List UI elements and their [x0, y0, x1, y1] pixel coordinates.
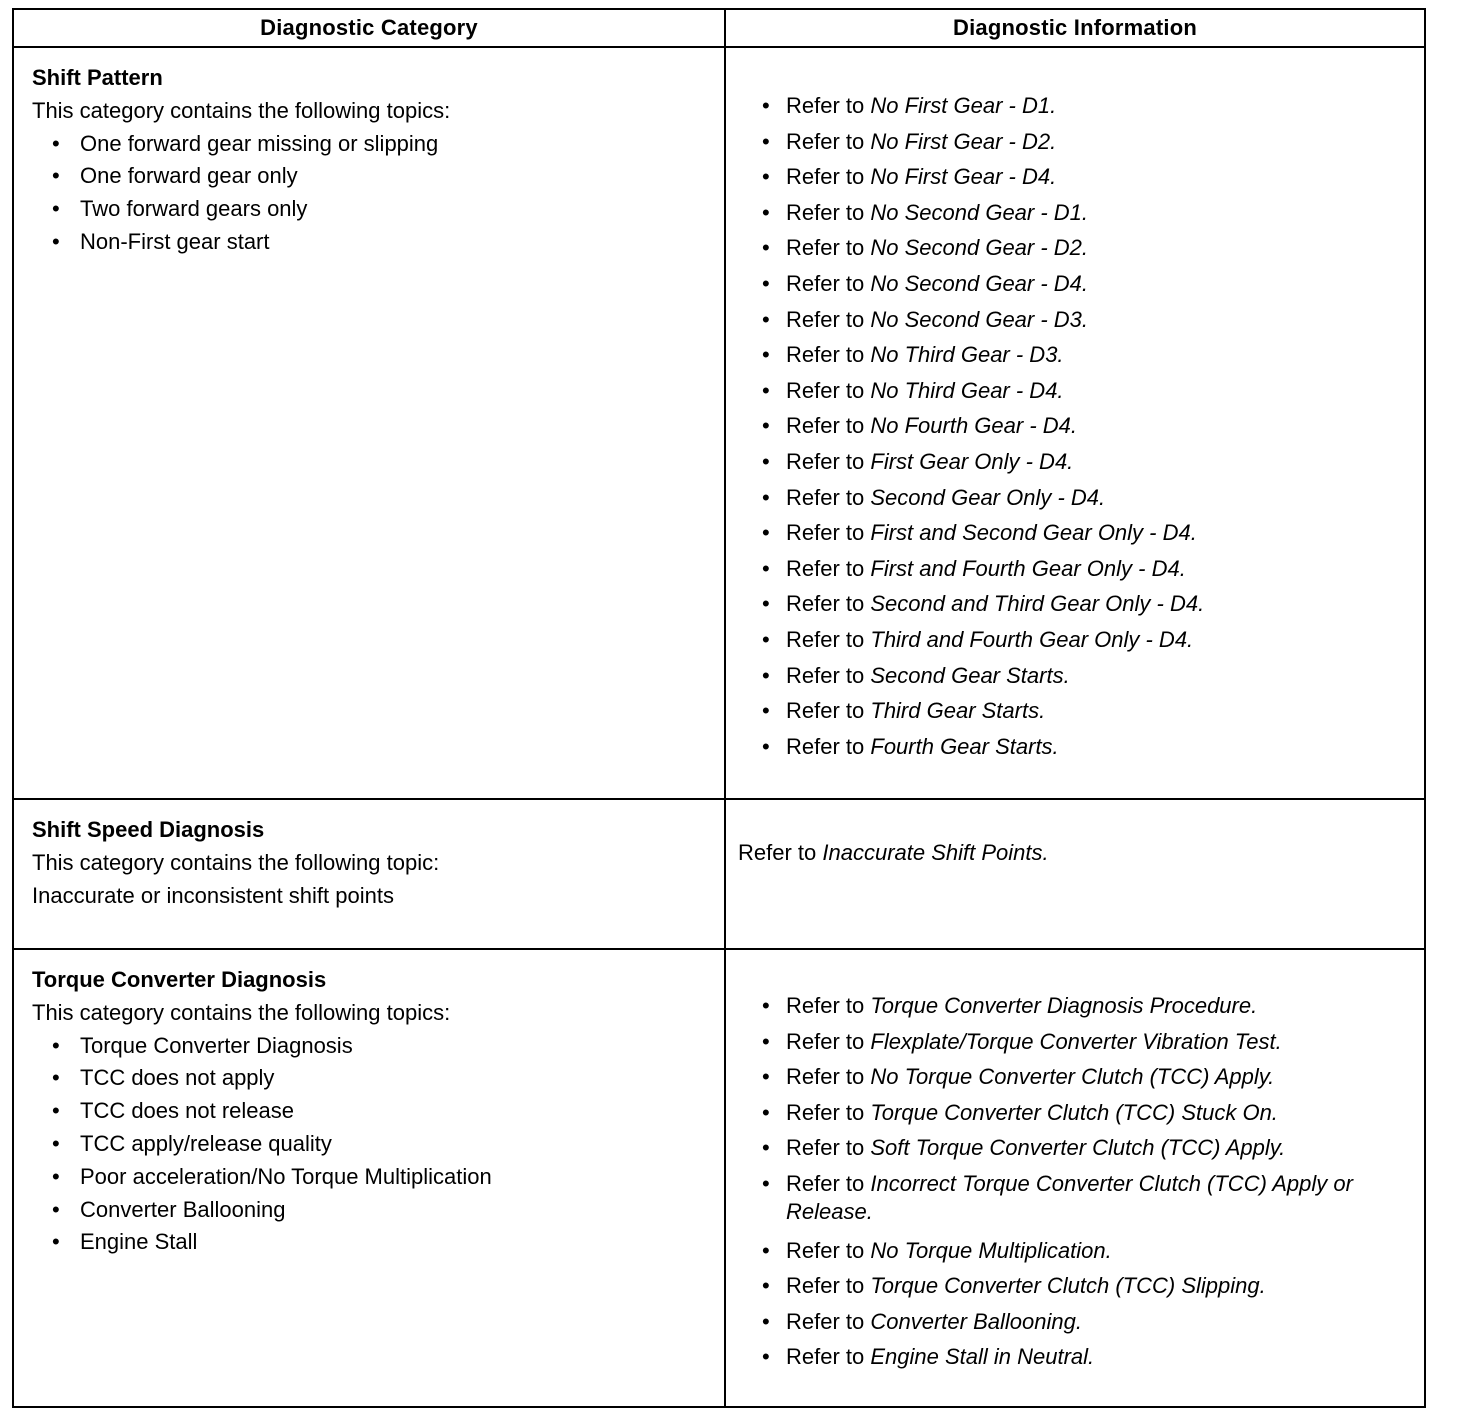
topic-line: Inaccurate or inconsistent shift points — [32, 882, 394, 908]
reference-link: Engine Stall in Neutral. — [870, 1344, 1095, 1369]
table-row-shift-speed — [13, 799, 1425, 949]
reference-prefix: Refer to — [786, 377, 871, 403]
reference-prefix: Refer to — [786, 448, 871, 474]
reference-prefix: Refer to — [786, 1099, 871, 1125]
reference-prefix: Refer to — [786, 555, 871, 581]
reference-item — [762, 1233, 1424, 1269]
reference-link: First Gear Only - D4. — [870, 448, 1074, 474]
reference-prefix: Refer to — [786, 1028, 871, 1054]
reference-prefix: Refer to — [786, 1308, 871, 1334]
category-title: Shift Pattern — [32, 65, 163, 90]
reference-item — [762, 88, 1424, 124]
category-cell — [13, 799, 725, 949]
information-cell — [725, 47, 1425, 799]
category-title: Torque Converter Diagnosis — [32, 967, 327, 992]
reference-link: Second and Third Gear Only - D4. — [870, 591, 1205, 617]
topic-item: • TCC apply/release quality — [52, 1128, 724, 1161]
information-cell — [725, 799, 1425, 949]
reference-link: No Torque Converter Clutch (TCC) Apply. — [870, 1064, 1275, 1089]
reference-link: No First Gear - D1. — [870, 93, 1057, 118]
reference-link: Fourth Gear Starts. — [870, 733, 1059, 759]
reference-prefix: Refer to — [786, 733, 871, 759]
reference-link: Second Gear Only - D4. — [870, 484, 1106, 510]
reference-item — [762, 373, 1424, 409]
topic-list — [32, 128, 724, 259]
reference-item — [762, 444, 1424, 480]
reference-item — [762, 693, 1424, 729]
reference-link: No Second Gear - D3. — [870, 306, 1089, 332]
reference-link: Flexplate/Torque Converter Vibration Test. — [870, 1028, 1282, 1054]
reference-item — [762, 266, 1424, 302]
reference-item — [762, 1024, 1424, 1060]
reference-item — [762, 1304, 1424, 1340]
reference-item — [762, 551, 1424, 587]
topic-item: • Converter Ballooning — [52, 1194, 724, 1227]
reference-prefix: Refer to — [786, 93, 871, 118]
reference-prefix: Refer to — [786, 128, 871, 154]
reference-prefix: Refer to — [786, 1170, 871, 1196]
reference-prefix: Refer to — [786, 591, 871, 617]
topic-item: • Poor acceleration/No Torque Multiplication — [52, 1161, 724, 1194]
reference-item — [762, 302, 1424, 338]
reference-item — [762, 1095, 1424, 1131]
header-diagnostic-category: Diagnostic Category — [13, 9, 725, 47]
reference-link: No Second Gear - D1. — [870, 199, 1089, 225]
reference-list — [726, 988, 1424, 1375]
reference-link: Converter Ballooning. — [870, 1308, 1082, 1334]
reference-link: Torque Converter Clutch (TCC) Slipping. — [870, 1273, 1266, 1298]
reference-item — [762, 195, 1424, 231]
reference-link: Second Gear Starts. — [870, 662, 1070, 688]
reference-prefix: Refer to — [786, 1237, 871, 1263]
reference-item — [762, 1059, 1424, 1095]
reference-item — [762, 1268, 1424, 1304]
reference-item — [762, 988, 1424, 1024]
reference-prefix: Refer to — [786, 1064, 871, 1089]
topic-item: • Two forward gears only — [52, 193, 724, 226]
reference-prefix: Refer to — [786, 342, 871, 368]
reference-link: Third and Fourth Gear Only - D4. — [870, 626, 1194, 652]
reference-prefix: Refer to — [786, 199, 871, 225]
reference-item — [762, 159, 1424, 195]
reference-link: No Second Gear - D2. — [870, 235, 1089, 261]
reference-link: Inaccurate Shift Points. — [822, 840, 1049, 865]
topic-item: • TCC does not release — [52, 1095, 724, 1128]
topic-item: • One forward gear missing or slipping — [52, 128, 724, 161]
reference-link: Soft Torque Converter Clutch (TCC) Apply. — [870, 1135, 1286, 1160]
topic-item: • Torque Converter Diagnosis — [52, 1030, 724, 1063]
reference-item — [762, 1130, 1424, 1166]
reference-list — [726, 88, 1424, 764]
table-row-torque-converter — [13, 949, 1425, 1407]
header-row — [13, 9, 1425, 47]
category-intro: This category contains the following topic: — [32, 849, 440, 875]
reference-prefix: Refer to — [786, 1273, 871, 1298]
reference-prefix: Refer to — [786, 520, 871, 546]
reference-item — [762, 729, 1424, 765]
information-cell — [725, 949, 1425, 1407]
reference-item — [762, 480, 1424, 516]
category-intro: This category contains the following topics: — [32, 999, 451, 1025]
reference-prefix: Refer to — [786, 1344, 871, 1369]
reference-item — [762, 124, 1424, 160]
reference-link: Torque Converter Clutch (TCC) Stuck On. — [870, 1099, 1278, 1125]
reference-prefix: Refer to — [786, 235, 871, 261]
category-cell — [13, 47, 725, 799]
reference-prefix: Refer to — [786, 306, 871, 332]
reference-link: No First Gear - D4. — [870, 164, 1057, 190]
category-cell — [13, 949, 725, 1407]
reference-link: No First Gear - D2. — [870, 128, 1057, 154]
reference-link: No Third Gear - D4. — [870, 377, 1064, 403]
reference-prefix: Refer to — [786, 626, 871, 652]
reference-link: First and Second Gear Only - D4. — [870, 520, 1197, 546]
reference-link: First and Fourth Gear Only - D4. — [870, 555, 1186, 581]
header-diagnostic-information: Diagnostic Information — [725, 9, 1425, 47]
topic-list — [32, 1030, 724, 1260]
category-intro: This category contains the following topics: — [32, 97, 451, 123]
reference-item — [762, 408, 1424, 444]
reference-item — [762, 1170, 1424, 1226]
reference-prefix: Refer to — [786, 484, 871, 510]
topic-item: • Non-First gear start — [52, 226, 724, 259]
reference-prefix: Refer to — [786, 662, 871, 688]
reference-link: No Third Gear - D3. — [870, 342, 1064, 368]
table-row-shift-pattern — [13, 47, 1425, 799]
reference-link: No Torque Multiplication. — [870, 1237, 1112, 1263]
reference-prefix: Refer to — [738, 840, 823, 865]
reference-link: Incorrect Torque Converter Clutch (TCC) Apply or Release. — [786, 1170, 1353, 1224]
reference-prefix: Refer to — [786, 270, 871, 296]
reference-item — [762, 586, 1424, 622]
reference-item — [762, 622, 1424, 658]
reference-prefix: Refer to — [786, 413, 871, 439]
reference-link: Third Gear Starts. — [870, 698, 1046, 724]
reference-item — [762, 337, 1424, 373]
reference-prefix: Refer to — [786, 1135, 871, 1160]
topic-item: • Engine Stall — [52, 1226, 724, 1259]
diagnostic-table — [12, 8, 1426, 1408]
reference-link: No Fourth Gear - D4. — [870, 413, 1078, 439]
reference-link: No Second Gear - D4. — [870, 270, 1089, 296]
reference-prefix: Refer to — [786, 164, 871, 190]
reference-item — [762, 658, 1424, 694]
topic-item: • TCC does not apply — [52, 1062, 724, 1095]
reference-prefix: Refer to — [786, 993, 871, 1018]
reference-item — [762, 230, 1424, 266]
reference-item — [762, 515, 1424, 551]
reference-link: Torque Converter Diagnosis Procedure. — [870, 993, 1258, 1018]
topic-item: • One forward gear only — [52, 160, 724, 193]
reference-item — [762, 1339, 1424, 1375]
category-title: Shift Speed Diagnosis — [32, 817, 265, 842]
reference-prefix: Refer to — [786, 698, 871, 724]
